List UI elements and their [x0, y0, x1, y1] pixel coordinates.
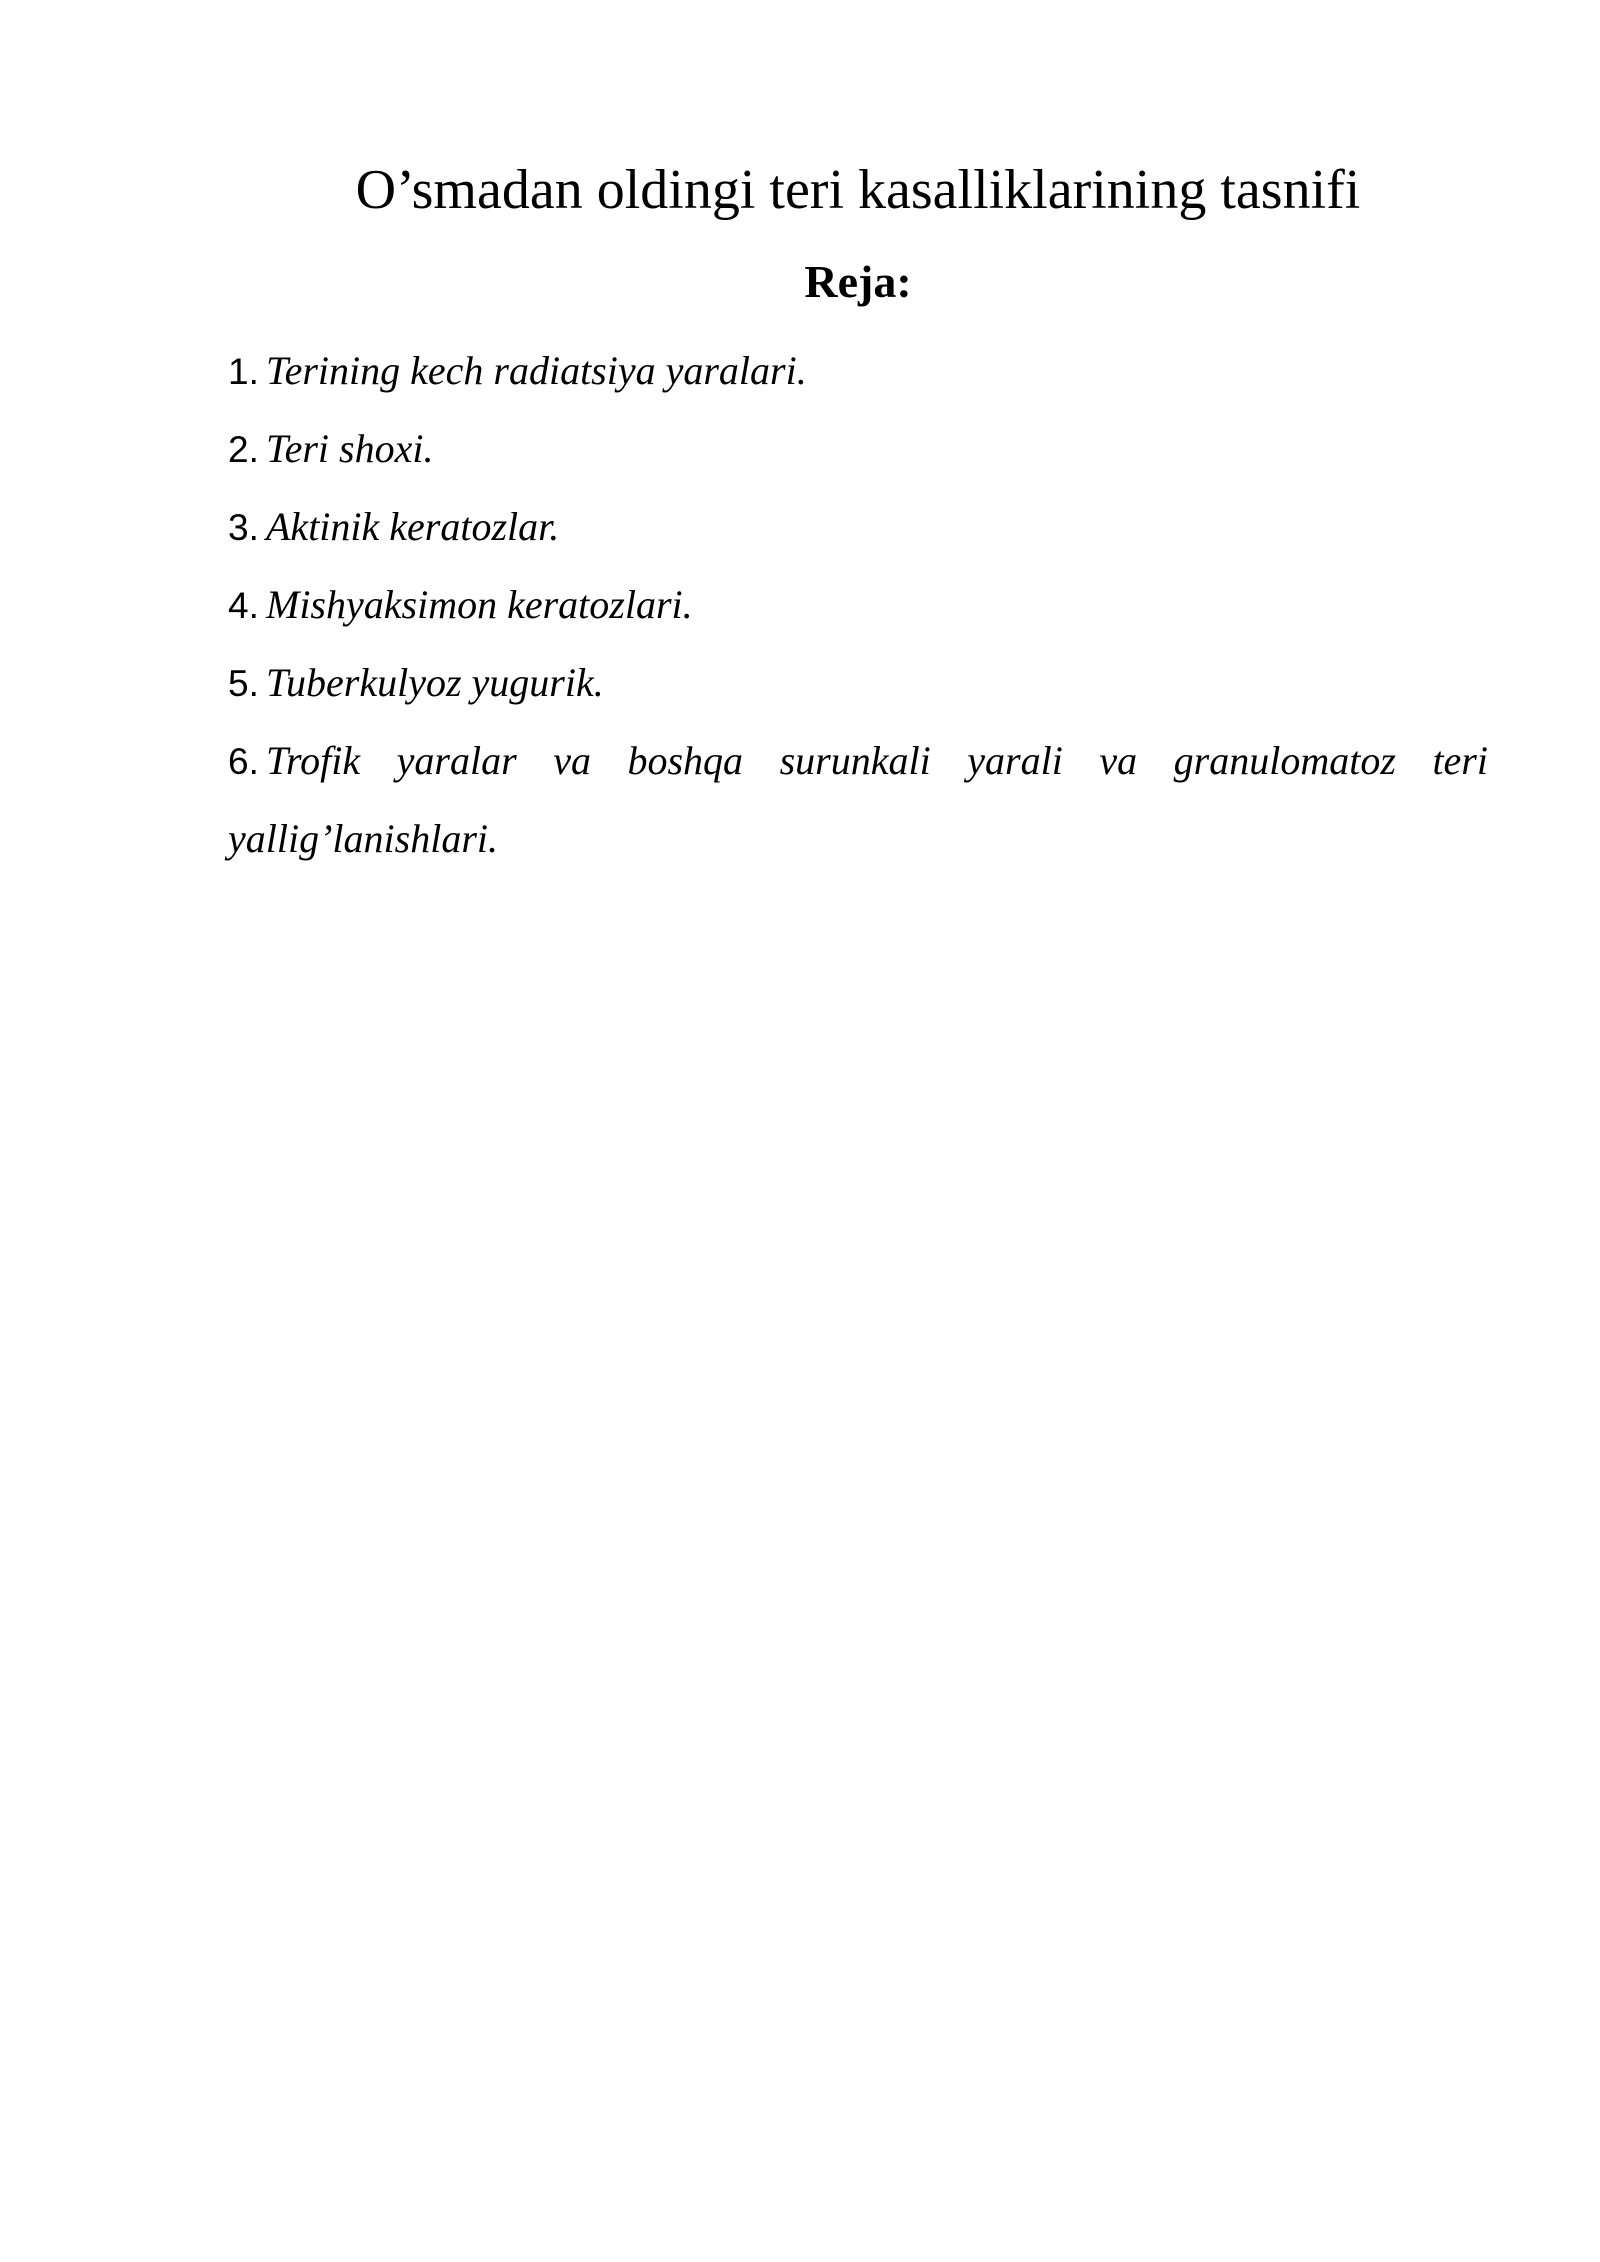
plan-item [228, 566, 1488, 644]
document-title: O’smadan oldingi teri kasalliklarining tasnifi [355, 159, 1361, 221]
plan-item-text: Aktinik keratozlar. [266, 504, 560, 549]
plan-item [228, 644, 1488, 722]
plan-list [228, 332, 1488, 877]
plan-item [228, 332, 1488, 410]
plan-item [228, 722, 1488, 877]
plan-item [228, 488, 1488, 566]
plan-item-text: Terining kech radiatsiya yaralari. [266, 348, 807, 393]
plan-item-number: 3. [228, 507, 259, 548]
plan-item-text: Teri shoxi. [266, 426, 434, 471]
plan-item-number: 2. [228, 429, 259, 470]
plan-item-number: 6. [228, 741, 259, 782]
plan-item-text: Trofik yaralar va boshqa surunkali yarali va granulomatoz teri yallig’lanishlari. [228, 738, 1488, 861]
plan-item [228, 410, 1488, 488]
plan-item-number: 4. [228, 585, 259, 626]
plan-item-number: 1. [228, 351, 259, 392]
plan-item-text: Mishyaksimon keratozlari. [266, 582, 693, 627]
plan-heading: Reja: [804, 256, 912, 307]
plan-item-text: Tuberkulyoz yugurik. [266, 660, 604, 705]
plan-item-number: 5. [228, 663, 259, 704]
